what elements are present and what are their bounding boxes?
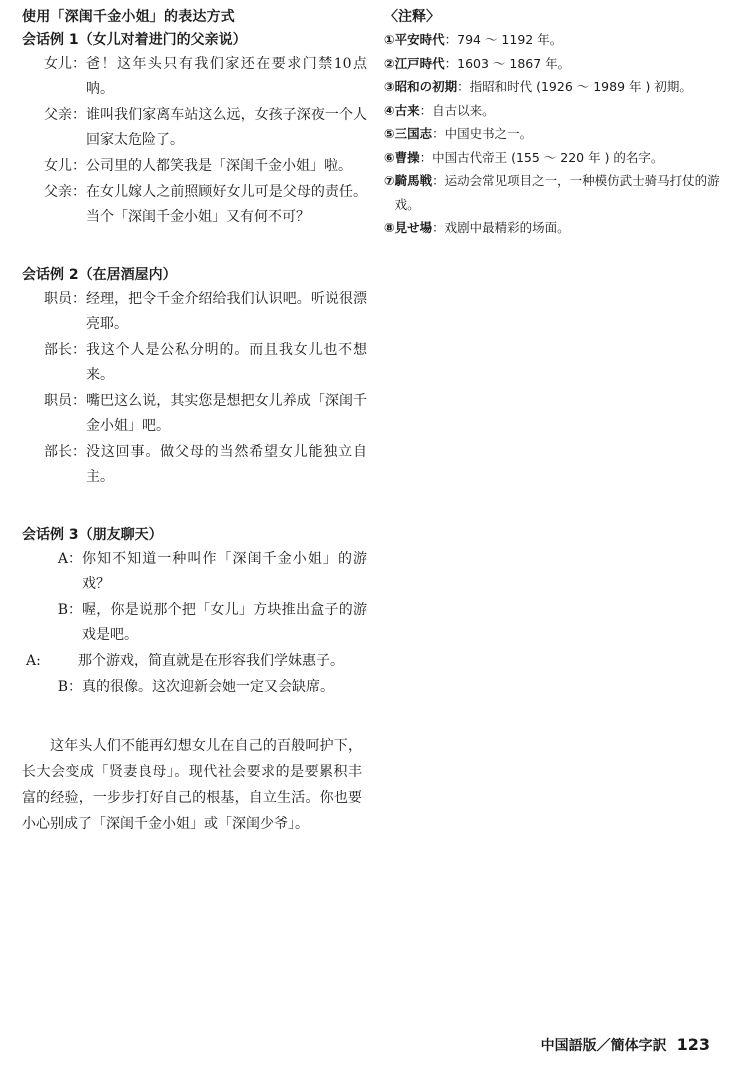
note-definition: 指昭和时代 (1926 ～ 1989 年 ) 初期。 <box>469 79 692 94</box>
note-term: 平安時代 <box>394 32 445 47</box>
speaker-label: 部长： <box>44 342 86 358</box>
note-separator: ： <box>457 79 470 94</box>
note-definition: 中国史书之一。 <box>444 126 533 141</box>
note-separator: ： <box>419 102 433 118</box>
note-definition: 运动会常见项目之一，一种模仿武士骑马打仗的游戏。 <box>394 173 720 212</box>
note-definition: 自古以来。 <box>432 102 495 118</box>
speaker-label: 职员： <box>44 291 86 307</box>
note-term: 古来 <box>394 102 420 118</box>
note-number: ③ <box>384 79 395 94</box>
page-number: 123 <box>676 1035 710 1054</box>
dialog-line <box>22 103 367 153</box>
speaker-label: B： <box>57 602 82 618</box>
note-item <box>384 75 734 99</box>
utterance-text: 没这回事。做父母的当然希望女儿能独立自主。 <box>86 444 367 485</box>
example-3-title: 会话例 3（朋友聊天） <box>22 527 163 543</box>
note-term: 見せ場 <box>394 220 433 235</box>
spacer <box>22 491 367 523</box>
example-1-dialog <box>22 52 367 230</box>
dialog-line <box>22 598 367 648</box>
example-2-dialog <box>22 287 367 490</box>
note-item <box>384 169 734 216</box>
dialog-line <box>22 338 367 388</box>
note-term: 曹操 <box>394 149 420 165</box>
example-1-title: 会话例 1（女儿对着进门的父亲说） <box>22 32 247 48</box>
note-separator: ： <box>444 32 458 47</box>
note-content <box>395 146 734 170</box>
note-definition: 中国古代帝王 (155 ～ 220 年 ) 的名字。 <box>432 149 664 165</box>
note-term: 江戸時代 <box>394 55 445 71</box>
speaker-label: 父亲： <box>44 107 86 123</box>
utterance-text: 真的很像。这次迎新会她一定又会缺席。 <box>82 679 334 695</box>
note-content <box>395 75 734 99</box>
note-separator: ： <box>432 173 445 188</box>
example-2-title: 会话例 2（在居酒屋内） <box>22 267 177 283</box>
note-term: 三国志 <box>394 126 433 141</box>
spacer <box>22 701 367 733</box>
note-item <box>384 146 734 170</box>
note-number: ⑥ <box>384 149 395 165</box>
note-term: 昭和の初期 <box>394 79 458 94</box>
note-separator: ： <box>444 55 458 71</box>
notes-title: 〈注释〉 <box>384 9 440 25</box>
dialog-line <box>22 154 367 179</box>
speaker-label: 部长： <box>44 444 86 460</box>
note-content <box>395 28 734 52</box>
main-text-column <box>22 6 367 837</box>
dialog-line <box>22 180 367 230</box>
dialog-line <box>22 675 367 700</box>
utterance-text: 在女儿嫁人之前照顾好女儿可是父母的责任。当个「深闺千金小姐」又有何不可？ <box>86 184 367 225</box>
spacer <box>22 231 367 263</box>
speaker-label: 父亲： <box>44 184 86 200</box>
dialog-line <box>22 547 367 597</box>
note-item <box>384 28 734 52</box>
note-content <box>395 52 734 76</box>
note-item <box>384 99 734 123</box>
dialog-line <box>22 440 367 490</box>
note-item <box>384 52 734 76</box>
note-number: ① <box>384 32 395 47</box>
note-number: ⑧ <box>384 220 395 235</box>
speaker-label: 女儿： <box>44 158 86 174</box>
note-item <box>384 216 734 240</box>
note-content <box>395 99 734 123</box>
utterance-text: 经理，把令千金介绍给我们认识吧。听说很漂亮耶。 <box>86 291 367 332</box>
narrative-paragraph: 这年头人们不能再幻想女儿在自己的百般呵护下，长大会变成「贤妻良母」。现代社会要求的是要累积丰富的经验，一步步打好自己的根基，自立生活。你也要小心别成了「深闺千金小姐」或「深闺少爷」。 <box>22 738 362 832</box>
note-separator: ： <box>419 149 433 165</box>
note-definition: 戏剧中最精彩的场面。 <box>444 220 570 235</box>
note-content <box>395 216 734 240</box>
dialog-line <box>22 389 367 439</box>
example-3-dialog <box>22 547 367 700</box>
utterance-text: 谁叫我们家离车站这么远，女孩子深夜一个人回家太危险了。 <box>86 107 367 148</box>
footer-label: 中国語版／簡体字訳 <box>540 1038 667 1054</box>
speaker-label: 女儿： <box>44 56 86 72</box>
speaker-label: A： <box>57 551 82 567</box>
note-number: ⑦ <box>384 173 395 188</box>
speaker-label: A: <box>26 653 41 669</box>
section-heading: 使用「深闺千金小姐」的表达方式 <box>22 9 235 25</box>
dialog-line <box>22 649 367 674</box>
speaker-label: 职员： <box>44 393 86 409</box>
dialog-line <box>22 287 367 337</box>
speaker-label: B： <box>57 679 82 695</box>
utterance-text: 你知不知道一种叫作「深闺千金小姐」的游戏？ <box>82 551 367 592</box>
note-number: ④ <box>384 102 395 118</box>
note-number: ② <box>384 55 395 71</box>
utterance-text: 嘴巴这么说，其实您是想把女儿养成「深闺千金小姐」吧。 <box>86 393 367 434</box>
dialog-line <box>22 52 367 102</box>
notes-column <box>384 6 734 240</box>
note-separator: ： <box>432 126 445 141</box>
note-definition: 794 ～ 1192 年。 <box>457 32 563 47</box>
utterance-text: 那个游戏，简直就是在形容我们学妹惠子。 <box>78 653 344 669</box>
note-term: 騎馬戦 <box>394 173 433 188</box>
note-content <box>395 122 734 146</box>
note-definition: 1603 ～ 1867 年。 <box>457 55 571 71</box>
note-separator: ： <box>432 220 445 235</box>
note-item <box>384 122 734 146</box>
page-footer <box>541 1035 710 1056</box>
note-content <box>395 169 734 216</box>
note-number: ⑤ <box>384 126 395 141</box>
utterance-text: 公司里的人都笑我是「深闺千金小姐」啦。 <box>86 158 352 174</box>
utterance-text: 爸！这年头只有我们家还在要求门禁10点呐。 <box>86 56 367 97</box>
utterance-text: 我这个人是公私分明的。而且我女儿也不想来。 <box>86 342 367 383</box>
utterance-text: 喔，你是说那个把「女儿」方块推出盒子的游戏是吧。 <box>82 602 367 643</box>
